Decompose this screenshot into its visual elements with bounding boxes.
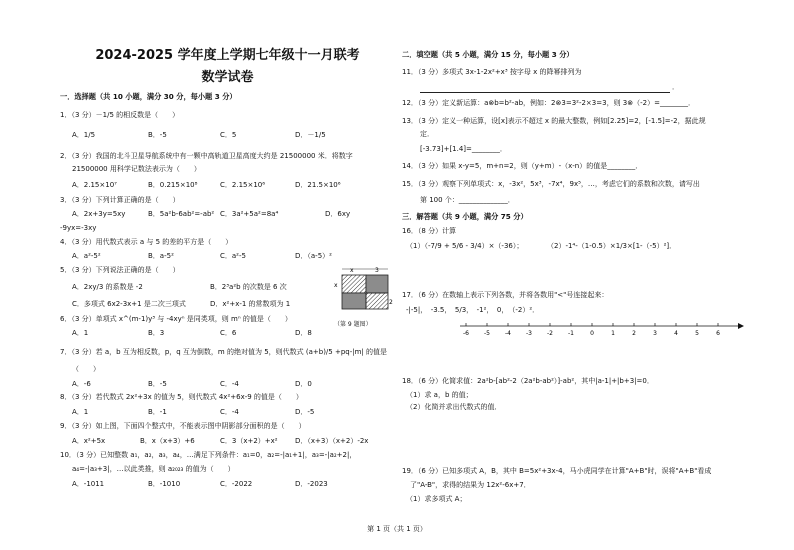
dim-x-label: x	[350, 267, 354, 274]
question-3: 3．（3 分）下列计算正确的是（ ）	[60, 196, 180, 204]
question-18-part2: （2）化简并求出代数式的值．	[406, 403, 502, 411]
question-16: 16．（8 分）计算	[402, 227, 457, 235]
q10-option-c: C．-2022	[220, 480, 253, 488]
question-16-part1: （1）（-7/9 + 5/6 - 3/4）×（-36）；	[406, 242, 524, 250]
shaded-rect-top	[366, 275, 388, 293]
q9-option-c: C．3（x+2）+x²	[220, 437, 278, 445]
q1-option-d: D．－1/5	[295, 131, 326, 139]
number-line-arrow-icon	[738, 323, 744, 329]
hatched-square	[342, 275, 366, 293]
question-5: 5．（3 分）下列说法正确的是（ ）	[60, 266, 180, 274]
q9-option-a: A．x²+5x	[72, 437, 106, 445]
q10-option-a: A．-1011	[72, 480, 105, 488]
dim-3-label: 3	[375, 267, 379, 274]
q5-option-c: C．多项式 6x2-3x+1 是二次三项式	[72, 300, 186, 308]
axis-tick-label: 1	[611, 330, 615, 337]
q8-option-d: D．-5	[295, 408, 315, 416]
q9-option-b: B．x（x+3）+6	[140, 437, 195, 445]
number-line-ticks	[463, 323, 720, 337]
q5-option-a: A．2xy/3 的系数是 -2	[72, 283, 143, 291]
q3-option-b: B．5a²b-6ab²=-ab²	[148, 210, 215, 218]
q3-option-d: D．6xy	[325, 210, 351, 218]
question-12: 12．（3 分）定义新运算：a⊗b=b²-ab，例如：2⊗3=3²-2×3=3，则 3⊗（-2）=________．	[402, 99, 695, 107]
question-9: 9．（3 分）如上图，下面四个整式中，不能表示图中阴影部分面积的是（ ）	[60, 422, 306, 430]
axis-tick-label: -3	[526, 330, 532, 337]
question-4: 4．（3 分）用代数式表示 a 与 5 的差的平方是（ ）	[60, 238, 233, 246]
q6-option-c: C．6	[220, 329, 237, 337]
q11-period: ．	[672, 83, 679, 91]
q3-option-c: C．3a²+5a²=8a⁴	[220, 210, 279, 218]
shaded-rect-bottom	[342, 293, 366, 309]
q1-option-b: B．-5	[148, 131, 167, 139]
q4-option-a: A．a²-5²	[72, 252, 101, 260]
number-line	[458, 318, 748, 342]
q8-option-a: A．1	[72, 408, 89, 416]
q5-option-b: B．2³a²b 的次数是 6 次	[210, 283, 287, 291]
axis-tick-label: 2	[632, 330, 636, 337]
question-2-line2: 21500000 用科学记数法表示为（ ）	[72, 165, 201, 173]
axis-tick-label: -1	[568, 330, 574, 337]
q6-option-d: D．8	[295, 329, 312, 337]
q7-option-a: A．-6	[72, 380, 91, 388]
axis-tick-label: 6	[716, 330, 720, 337]
question-8: 8．（3 分）若代数式 2x²+3x 的值为 5，则代数式 4x²+6x-9 的值是（ ）	[60, 393, 303, 401]
q2-option-a: A．2.15×10⁷	[72, 181, 117, 189]
dim-x-side-label: x	[334, 282, 338, 289]
q2-option-b: B．0.215×10⁸	[148, 181, 198, 189]
q7-option-d: D．0	[295, 380, 312, 388]
question-13: 13．（3 分）定义一种运算，设[x]表示不超过 x 的最大整数，例如[2.25]=2，[-1.5]=-2，据此规	[402, 117, 706, 125]
hatched-rect	[366, 293, 388, 309]
q11-answer-blank[interactable]	[420, 85, 670, 93]
question-1: 1．（3 分）－1/5 的相反数是（ ）	[60, 111, 180, 119]
question-7-bracket: （ ）	[72, 365, 100, 373]
question-19-line1: 19．（6 分）已知多项式 A，B，其中 B=5x²+3x-4，马小虎同学在计算"A+B"时，误将"A+B"看成	[402, 467, 712, 475]
q9-option-d: D．（x+3）（x+2）-2x	[295, 437, 369, 445]
dim-2-label: 2	[389, 299, 393, 306]
axis-tick-label: -4	[505, 330, 511, 337]
section-answer-heading: 三．解答题（共 9 小题，满分 75 分）	[402, 212, 528, 221]
question-17-numbers: -|-5|， -3.5， 5/3， -1²， 0， （-2）²．	[406, 306, 540, 314]
area-diagram	[332, 265, 394, 323]
question-6: 6．（3 分）单项式 x^(m-1)y³ 与 -4xyⁿ 是同类项，则 mⁿ 的值是（ ）	[60, 315, 292, 323]
figure-caption: （第 9 题图）	[334, 321, 372, 328]
exam-subtitle: 数学试卷	[201, 70, 254, 85]
axis-tick-label: -2	[547, 330, 553, 337]
q5-option-d: D．x²+x-1 的常数项为 1	[210, 300, 291, 308]
question-18-part1: （1）求 a，b 的值；	[406, 391, 473, 399]
q7-option-c: C．-4	[220, 380, 239, 388]
q10-option-b: B．-1010	[148, 480, 181, 488]
question-11: 11．（3 分）多项式 3x-1-2x²+x³ 按字母 x 的降幂排列为	[402, 68, 582, 76]
question-18: 18．（6 分）化简求值：2a²b-[ab²-2（2a²b-ab²）]-ab²，其中|a-1|+|b+3|=0．	[402, 377, 654, 385]
axis-tick-label: 0	[590, 330, 594, 337]
axis-tick-label: 3	[653, 330, 657, 337]
q4-option-d: D．（a-5）²	[295, 252, 332, 260]
question-15: 15．（3 分）观察下列单项式：x，-3x²，5x³，-7x⁴，9x⁵，…，考虑它们的系数和次数，请写出	[402, 180, 700, 188]
q8-option-b: B．-1	[148, 408, 167, 416]
exam-title: 2024-2025 学年度上学期七年级十一月联考	[95, 48, 360, 63]
section-choice-heading: 一．选择题（共 10 小题，满分 30 分，每小题 3 分）	[60, 92, 237, 101]
q4-option-b: B．a-5²	[148, 252, 174, 260]
question-10-line2: a₄=-|a₃+3|，…以此类推，则 a₂₀₂₃ 的值为（ ）	[72, 465, 235, 473]
section-fill-heading: 二．填空题（共 5 小题，满分 15 分，每小题 3 分）	[402, 50, 574, 59]
axis-tick-label: 5	[695, 330, 699, 337]
q3-option-a: A．2x+3y=5xy	[72, 210, 126, 218]
q10-option-d: D．-2023	[295, 480, 328, 488]
question-19-line2: 了"A-B"，求得的结果为 12x²-6x+7．	[410, 481, 531, 489]
question-7: 7．（3 分）若 a，b 互为相反数，p，q 互为倒数，m 的绝对值为 5，则代数式 (a+b)/5 +pq-|m| 的值是	[60, 348, 388, 356]
question-13-cont: 定．	[420, 130, 434, 138]
question-14: 14．（3 分）如果 x-y=5，m+n=2，则（y+m）-（x-n）的值是________．	[402, 162, 643, 170]
q3-option-d-tail: -9yx=-3xy	[60, 224, 97, 232]
question-9-figure	[332, 265, 394, 331]
question-13-expr: [-3.73]+[1.4]=________．	[420, 145, 507, 153]
q6-option-a: A．1	[72, 329, 89, 337]
axis-tick-label: -6	[463, 330, 469, 337]
q2-option-c: C．2.15×10⁶	[220, 181, 266, 189]
q2-option-d: D．21.5×10⁶	[295, 181, 341, 189]
q7-option-b: B．-5	[148, 380, 167, 388]
question-19-part1: （1）求多项式 A；	[406, 495, 467, 503]
axis-tick-label: 4	[674, 330, 678, 337]
question-17: 17．（6 分）在数轴上表示下列各数，并将各数用"<"号连接起来：	[402, 291, 609, 299]
question-2-line1: 2．（3 分）我国的北斗卫星导航系统中有一颗中高轨道卫星高度大约是 21500000 米．将数字	[60, 152, 353, 160]
q4-option-c: C．a²-5	[220, 252, 246, 260]
question-16-part2: （2）-1⁴-（1-0.5）×1/3×[1-（-5）²]．	[547, 242, 677, 250]
q8-option-c: C．-4	[220, 408, 239, 416]
q1-option-a: A．1/5	[72, 131, 96, 139]
question-15-cont: 第 100 个：______________．	[420, 196, 515, 204]
page-footer: 第 1 页（共 1 页）	[367, 525, 427, 533]
question-10-line1: 10．（3 分）已知整数 a₁，a₂，a₃，a₄，…满足下列条件：a₁=0，a₂=-|a₁+1|，a₃=-|a₂+2|，	[60, 451, 357, 459]
q1-option-c: C．5	[220, 131, 237, 139]
q6-option-b: B．3	[148, 329, 165, 337]
axis-tick-label: -5	[484, 330, 490, 337]
